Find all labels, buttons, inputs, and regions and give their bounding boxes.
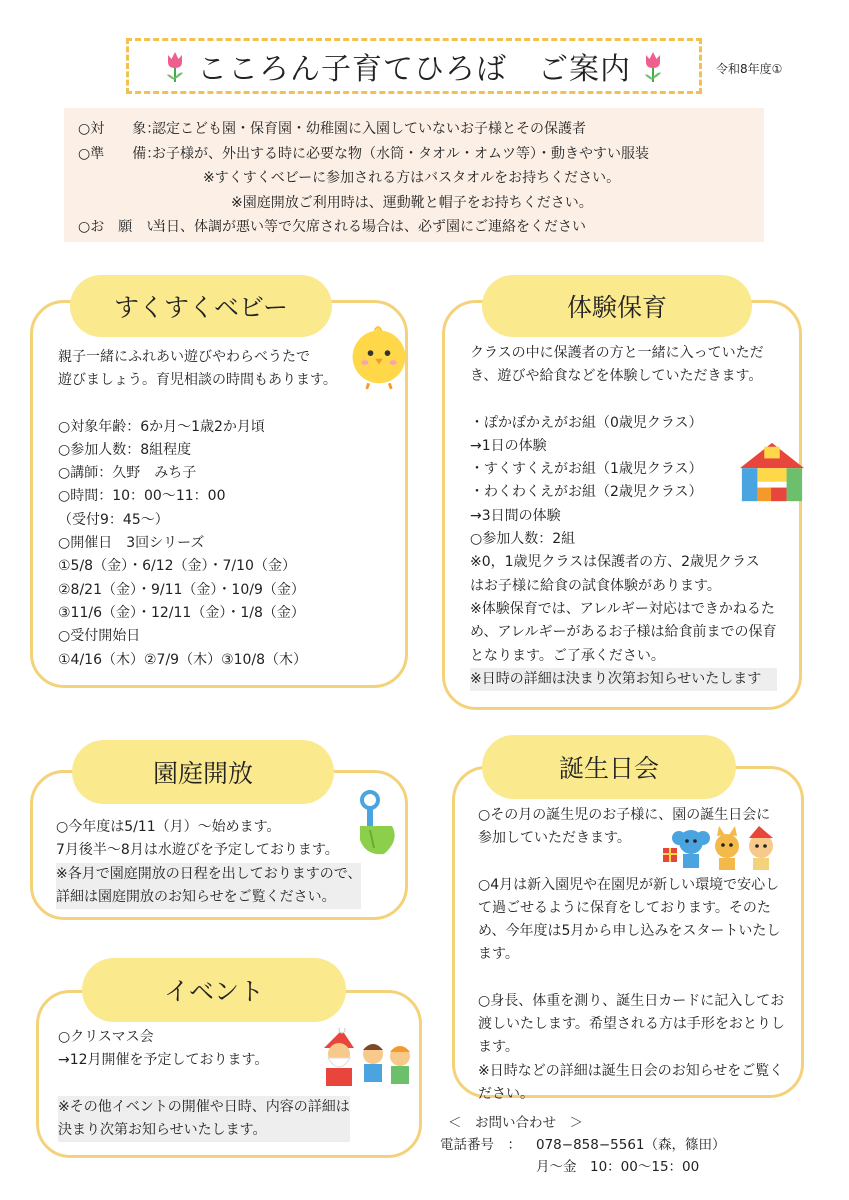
birthday-line bbox=[478, 851, 785, 874]
phone-label: 電話番号 ： bbox=[440, 1137, 521, 1153]
baby-line: ○受付開始日 bbox=[58, 628, 141, 645]
request-label: ○お 願 い： bbox=[78, 219, 175, 235]
birthday-line: め、今年度は5月から申し込みをスタートいたし bbox=[478, 923, 781, 940]
baby-line: ①4/16（木）②7/9（木）③10/8（木） bbox=[58, 651, 308, 668]
year-label: 令和8年度① bbox=[716, 62, 783, 76]
trial-line: め、アレルギーがあるお子様は給食前までの保育 bbox=[470, 624, 777, 641]
target-row bbox=[78, 117, 764, 142]
trial-line: ※0，1歳児クラスは保護者の方、2歳児クラス bbox=[470, 554, 760, 571]
trial-line: →3日間の体験 bbox=[470, 507, 561, 524]
event-line bbox=[58, 1073, 350, 1096]
birthday-line: ※日時などの詳細は誕生日会のお知らせをご覧く bbox=[478, 1062, 784, 1079]
birthday-text bbox=[478, 804, 785, 1106]
baby-line: ③11/6（金）・12/11（金）・1/8（金） bbox=[58, 604, 305, 621]
preparation-note-baby: ※すくすくベビーに参加される方はバスタオルをお持ちください。 bbox=[203, 170, 621, 186]
birthday-line: ○身長、体重を測り、誕生日カードに記入してお bbox=[478, 992, 785, 1009]
trial-line: ○参加人数：2組 bbox=[470, 531, 576, 548]
request-row bbox=[78, 215, 764, 240]
baby-line bbox=[58, 393, 337, 416]
trial-line: はお子様に給食の試食体験があります。 bbox=[470, 577, 721, 594]
garden-heading: 園庭開放 bbox=[72, 740, 334, 804]
birthday-line: ○4月は新入園児や在園児が新しい環境で安心し bbox=[478, 876, 780, 893]
baby-line: ○開催日 3回シリーズ bbox=[58, 535, 205, 552]
baby-text bbox=[58, 346, 337, 672]
contact-heading: ＜ お問い合わせ ＞ bbox=[448, 1115, 583, 1131]
trial-line bbox=[470, 389, 777, 412]
birthday-heading: 誕生日会 bbox=[482, 735, 736, 799]
trial-line: となります。ご了承ください。 bbox=[470, 647, 665, 664]
birthday-line: 参加していただきます。 bbox=[478, 830, 631, 847]
preparation-text: お子様が、外出する時に必要な物（水筒・タオル・オムツ等）・動きやすい服装 bbox=[152, 145, 649, 162]
page-title: こころん子育てひろば ご案内 bbox=[197, 52, 631, 87]
tulip-icon bbox=[641, 49, 665, 83]
birthday-line: ○その月の誕生児のお子様に、園の誕生日会に bbox=[478, 807, 771, 823]
birthday-line: ださい。 bbox=[478, 1085, 534, 1102]
baby-line: 親子一緒にふれあい遊びやわらべうたで bbox=[58, 349, 310, 365]
trial-line: クラスの中に保護者の方と一緒に入っていただ bbox=[470, 345, 764, 361]
garden-line: 詳細は園庭開放のお知らせをご覧ください。 bbox=[56, 886, 361, 909]
trial-text bbox=[470, 342, 777, 691]
contact-section bbox=[440, 1112, 726, 1178]
baby-line: （受付9：45～） bbox=[58, 511, 169, 528]
garden-text bbox=[56, 816, 361, 909]
phone-number: 078−858−5561（森，篠田） bbox=[536, 1137, 726, 1153]
garden-line: ○今年度は5/11（月）～始めます。 bbox=[56, 819, 281, 835]
birthday-line: ます。 bbox=[478, 946, 519, 963]
trial-line: ・わくわくえがお組（2歳児クラス） bbox=[470, 484, 703, 501]
trial-line: き、遊びや給食などを体験していただきます。 bbox=[470, 368, 763, 385]
event-line: 決まり次第お知らせいたします。 bbox=[58, 1119, 350, 1142]
event-text bbox=[58, 1026, 350, 1142]
birthday-line bbox=[478, 967, 785, 990]
birthday-line: て過ごせるように保育をしております。そのた bbox=[478, 899, 771, 916]
baby-line: ○時間：10：00～11：00 bbox=[58, 488, 226, 505]
trial-line: ・ぽかぽかえがお組（0歳児クラス） bbox=[470, 414, 703, 431]
birthday-line: ます。 bbox=[478, 1039, 519, 1056]
contact-phone-row bbox=[440, 1134, 726, 1156]
garden-line: 7月後半～8月は水遊びを予定しております。 bbox=[56, 842, 339, 859]
baby-heading: すくすくベビー bbox=[70, 275, 332, 337]
tulip-icon bbox=[163, 49, 187, 83]
trial-line: ※日時の詳細は決まり次第お知らせいたします bbox=[470, 668, 777, 691]
event-line: →12月開催を予定しております。 bbox=[58, 1052, 269, 1069]
target-text: 認定こども園・保育園・幼稚園に入園していないお子様とその保護者 bbox=[152, 121, 586, 137]
event-line: ○クリスマス会 bbox=[58, 1029, 154, 1045]
garden-line: ※各月で園庭開放の日程を出しておりますので、 bbox=[56, 863, 361, 886]
birthday-line: 渡しいたします。希望される方は手形をおとりし bbox=[478, 1016, 785, 1033]
event-heading: イベント bbox=[82, 958, 346, 1022]
preparation-row bbox=[78, 142, 764, 167]
request-text: 当日、体調が悪い等で欠席される場合は、必ず園にご連絡をください bbox=[152, 219, 586, 235]
baby-line: ①5/8（金）・6/12（金）・7/10（金） bbox=[58, 558, 296, 575]
baby-line: ○参加人数：8組程度 bbox=[58, 441, 192, 458]
target-label: ○対 象： bbox=[78, 121, 161, 137]
baby-line: 遊びましょう。育児相談の時間もあります。 bbox=[58, 372, 337, 389]
preparation-note-garden: ※園庭開放ご利用時は、運動靴と帽子をお持ちください。 bbox=[231, 194, 593, 211]
contact-hours: 月〜金 10：00〜15：00 bbox=[536, 1159, 700, 1175]
event-line: ※その他イベントの開催や日時、内容の詳細は bbox=[58, 1096, 350, 1119]
preparation-label: ○準 備： bbox=[78, 145, 161, 162]
baby-line: ○対象年齢：6か月～1歳2か月頃 bbox=[58, 418, 265, 435]
trial-heading: 体験保育 bbox=[482, 275, 752, 337]
trial-line: ※体験保育では、アレルギー対応はできかねるた bbox=[470, 600, 775, 617]
trial-line: ・すくすくえがお組（1歳児クラス） bbox=[470, 461, 703, 478]
title-banner bbox=[126, 38, 702, 94]
baby-line: ○講師：久野 みち子 bbox=[58, 465, 197, 482]
requirements-box bbox=[64, 108, 764, 242]
chick-icon bbox=[346, 318, 412, 392]
trial-line: →1日の体験 bbox=[470, 437, 547, 454]
baby-line: ②8/21（金）・9/11（金）・10/9（金） bbox=[58, 581, 305, 598]
